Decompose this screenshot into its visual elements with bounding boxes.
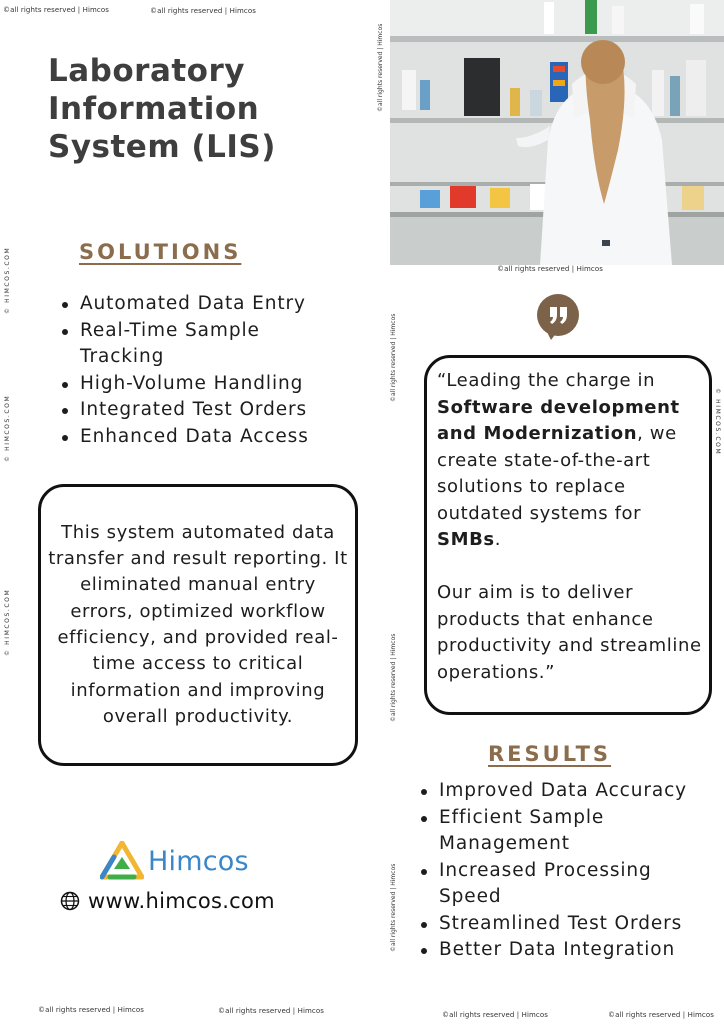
watermark-left-2: © HIMCOS.COM bbox=[4, 394, 11, 462]
solutions-item: Real-Time Sample Tracking bbox=[60, 318, 300, 371]
watermark-vertical-mid-2: ©all rights reserved | Himcos bbox=[390, 633, 397, 722]
quote-icon bbox=[537, 294, 579, 336]
results-list bbox=[419, 778, 719, 964]
solutions-list bbox=[60, 291, 360, 450]
quote-box bbox=[424, 355, 712, 715]
watermark-top-center: ©all rights reserved | Himcos bbox=[150, 7, 256, 15]
quote-paragraph-2: Our aim is to deliver products that enhance productivity and streamline operations.” bbox=[437, 582, 702, 683]
himcos-logo-icon bbox=[100, 841, 144, 881]
watermark-vertical-mid-3: ©all rights reserved | Himcos bbox=[390, 863, 397, 952]
results-heading: RESULTS bbox=[488, 742, 612, 766]
watermark-left-3: © HIMCOS.COM bbox=[4, 588, 11, 656]
quote-text-end: . bbox=[494, 529, 502, 550]
results-item: Increased Processing Speed bbox=[419, 858, 689, 911]
himcos-logo bbox=[100, 840, 249, 882]
watermark-right: © HIMCOS.COM bbox=[714, 388, 721, 456]
results-item: Better Data Integration bbox=[419, 937, 719, 964]
quote-bold-2: SMBs bbox=[437, 529, 495, 550]
summary-box bbox=[38, 484, 358, 766]
watermark-bottom-3: ©all rights reserved | Himcos bbox=[442, 1011, 548, 1019]
results-item: Efficient Sample Management bbox=[419, 805, 639, 858]
watermark-bottom-1: ©all rights reserved | Himcos bbox=[38, 1006, 144, 1014]
solutions-item: High-Volume Handling bbox=[60, 371, 360, 398]
title-line-3: System (LIS) bbox=[48, 129, 276, 165]
quote-text-mid: , we create state-of-the-art solutions to replace outdated systems for bbox=[437, 423, 677, 524]
globe-icon bbox=[60, 891, 80, 911]
watermark-top-left: ©all rights reserved | Himcos bbox=[3, 6, 109, 14]
solutions-heading: SOLUTIONS bbox=[79, 240, 242, 264]
watermark-photo-caption: ©all rights reserved | Himcos bbox=[497, 265, 603, 273]
results-item: Improved Data Accuracy bbox=[419, 778, 719, 805]
solutions-item: Integrated Test Orders bbox=[60, 397, 360, 424]
quote-paragraph-1 bbox=[437, 368, 705, 554]
watermark-left-1: © HIMCOS.COM bbox=[4, 246, 11, 314]
watermark-vertical-mid-1: ©all rights reserved | Himcos bbox=[390, 313, 397, 402]
watermark-vertical-photo: ©all rights reserved | Himcos bbox=[377, 23, 384, 112]
summary-text: This system automated data transfer and result reporting. It eliminated manual entry errors, optimized workflow efficiency, and provided real-time access to critical information and improving overall productivity. bbox=[48, 521, 348, 727]
quote-bold-1: Software development and Modernization bbox=[437, 396, 680, 444]
logo-text: Himcos bbox=[148, 845, 249, 877]
title-line-2: Information bbox=[48, 91, 260, 127]
website-link[interactable] bbox=[60, 889, 275, 913]
title-line-1: Laboratory bbox=[48, 53, 245, 89]
results-item: Streamlined Test Orders bbox=[419, 911, 719, 938]
quote-text-start: “Leading the charge in bbox=[437, 370, 656, 391]
solutions-item: Automated Data Entry bbox=[60, 291, 360, 318]
watermark-bottom-4: ©all rights reserved | Himcos bbox=[608, 1011, 714, 1019]
watermark-bottom-2: ©all rights reserved | Himcos bbox=[218, 1007, 324, 1015]
lab-photo bbox=[390, 0, 724, 265]
solutions-item: Enhanced Data Access bbox=[60, 424, 360, 451]
website-text[interactable]: www.himcos.com bbox=[88, 889, 275, 913]
lab-photo-illustration bbox=[390, 0, 724, 265]
page-title bbox=[48, 52, 348, 166]
